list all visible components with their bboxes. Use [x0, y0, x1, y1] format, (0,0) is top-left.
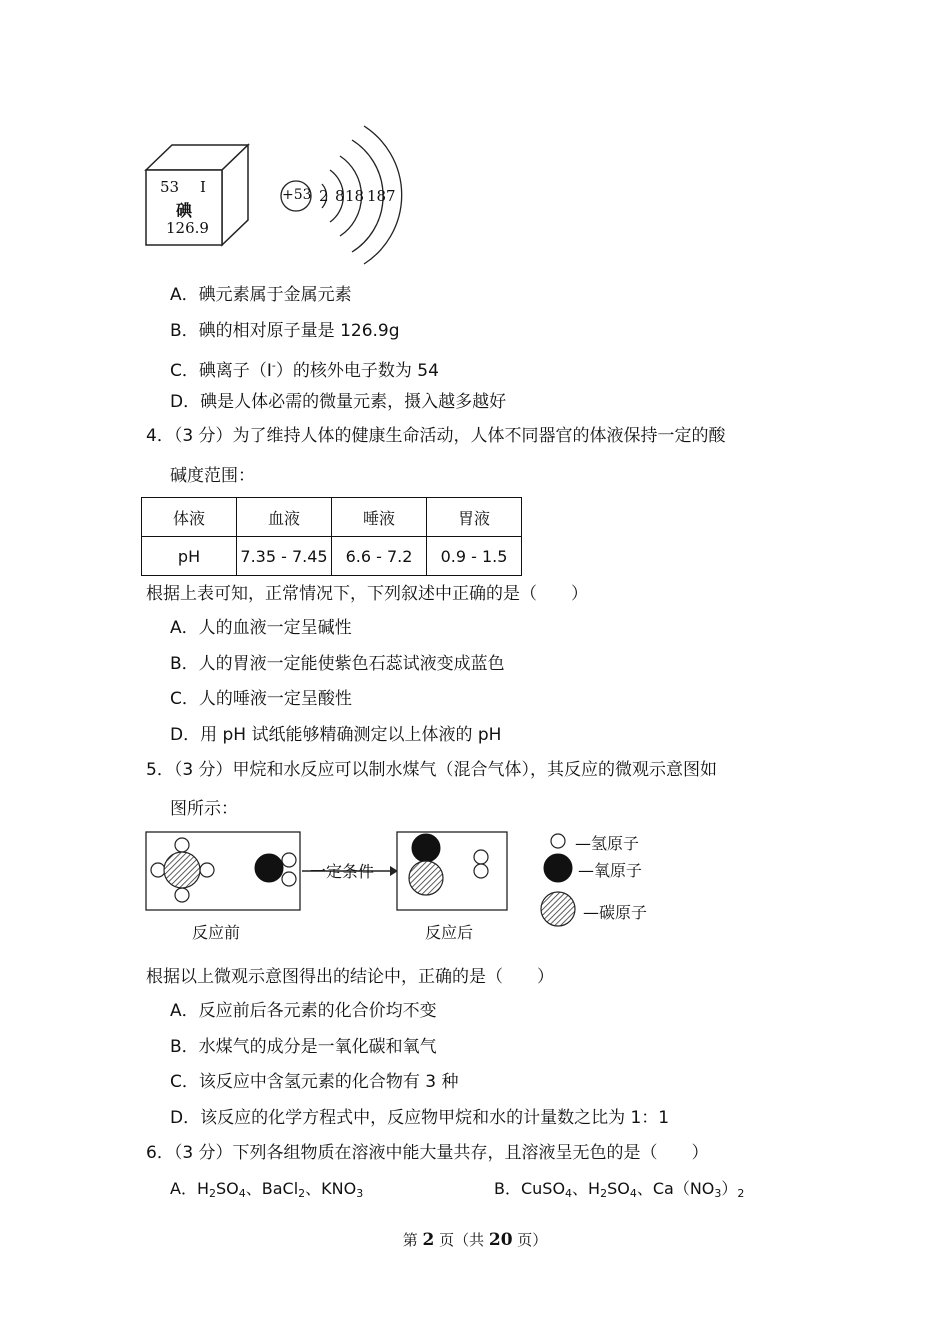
- q6-stem: 6．（3 分）下列各组物质在溶液中能大量共存，且溶液呈无色的是（ ）: [146, 1143, 709, 1163]
- q6-option-b: [494, 1178, 744, 1205]
- page-footer: [0, 1229, 950, 1250]
- table-cell: 胃液: [427, 498, 522, 537]
- q5-stem: 5．（3 分）甲烷和水反应可以制水煤气（混合气体），其反应的微观示意图如: [146, 760, 718, 780]
- q4-option-a: A．人的血液一定呈碱性: [170, 618, 352, 638]
- q4-option-b: B．人的胃液一定能使紫色石蕊试液变成蓝色: [170, 654, 505, 674]
- q3-option-d: D．碘是人体必需的微量元素，摄入越多越好: [170, 392, 507, 412]
- formula-subscript: 4: [629, 1187, 637, 1200]
- q4-option-d: D．用 pH 试纸能够精确测定以上体液的 pH: [170, 725, 502, 745]
- table-cell: 血液: [237, 498, 332, 537]
- arrow-label: 一定条件: [310, 862, 375, 881]
- shell-count: 18: [367, 187, 387, 205]
- legend-hydrogen: —氢原子: [575, 834, 640, 853]
- q3-option-c-pre: C．碘离子（I: [170, 361, 272, 381]
- formula-part: SO: [607, 1179, 630, 1198]
- formula-part: SO: [215, 1179, 239, 1198]
- legend-carbon: —碳原子: [583, 903, 648, 922]
- q6-option-a: [170, 1178, 363, 1205]
- table-row: [142, 537, 522, 576]
- q5-option-a: A．反应前后各元素的化合价均不变: [170, 1001, 437, 1021]
- formula-subscript: 2: [737, 1187, 745, 1200]
- formula-subscript: 3: [714, 1187, 722, 1200]
- formula-part: 、BaCl: [245, 1179, 299, 1198]
- table-cell: 6.6 - 7.2: [332, 537, 427, 576]
- q5-stem-continued: 图所示：: [170, 799, 238, 819]
- q5-option-d: D．该反应的化学方程式中，反应物甲烷和水的计量数之比为 1：1: [170, 1108, 670, 1128]
- footer-text: 页）: [512, 1231, 548, 1249]
- after-label: 反应后: [425, 923, 474, 942]
- atomic-mass: 126.9: [166, 219, 209, 237]
- table-cell: 0.9 - 1.5: [427, 537, 522, 576]
- current-page-number: 2: [422, 1230, 435, 1250]
- table-cell: pH: [142, 537, 237, 576]
- legend-oxygen: —氧原子: [578, 861, 643, 880]
- shell-count: 8: [335, 187, 345, 205]
- before-label: 反应前: [192, 923, 241, 942]
- q5-question: 根据以上微观示意图得出的结论中，正确的是（ ）: [146, 967, 554, 987]
- iodine-atom-structure: [278, 122, 403, 267]
- iodine-element-cell: [140, 140, 255, 250]
- table-cell: 体液: [142, 498, 237, 537]
- element-name: 碘: [176, 201, 193, 220]
- formula-subscript: 4: [238, 1187, 246, 1200]
- formula-subscript: 2: [298, 1187, 306, 1200]
- table-row: [142, 498, 522, 537]
- atomic-number: 53: [160, 178, 180, 196]
- footer-text: 第: [402, 1231, 423, 1249]
- ph-table: [141, 497, 522, 576]
- formula-part: ）: [721, 1179, 738, 1198]
- table-cell: 7.35 - 7.45: [237, 537, 332, 576]
- q3-option-c: [170, 355, 439, 382]
- formula-subscript: 2: [600, 1187, 608, 1200]
- q3-option-b: B．碘的相对原子量是 126.9g: [170, 321, 400, 341]
- formula-subscript: 3: [356, 1187, 364, 1200]
- q4-option-c: C．人的唾液一定呈酸性: [170, 689, 352, 709]
- q5-option-c: C．该反应中含氢元素的化合物有 3 种: [170, 1072, 459, 1092]
- q4-stem: 4．（3 分）为了维持人体的健康生命活动，人体不同器官的体液保持一定的酸: [146, 426, 726, 446]
- q5-option-b: B．水煤气的成分是一氧化碳和氧气: [170, 1037, 437, 1057]
- formula-subscript: 4: [565, 1187, 573, 1200]
- q3-option-a: A．碘元素属于金属元素: [170, 285, 352, 305]
- q3-option-c-post: ）的核外电子数为 54: [275, 361, 439, 381]
- reaction-diagram: [140, 825, 670, 945]
- element-symbol: I: [200, 178, 206, 196]
- formula-subscript: 2: [208, 1187, 216, 1200]
- formula-part: 、KNO: [305, 1179, 357, 1198]
- q3-option-c-sup: -: [271, 359, 276, 372]
- q4-stem-continued: 碱度范围：: [170, 466, 255, 486]
- footer-text: 页（共: [434, 1231, 489, 1249]
- table-cell: 唾液: [332, 498, 427, 537]
- formula-part: 、H: [572, 1179, 601, 1198]
- formula-part: A．H: [170, 1179, 209, 1198]
- nucleus-charge: +53: [282, 187, 312, 203]
- total-page-count: 20: [488, 1230, 513, 1250]
- formula-part: 、Ca（NO: [636, 1179, 715, 1198]
- shell-count: 7: [386, 187, 396, 205]
- shell-count: 18: [345, 187, 365, 205]
- shell-count: 2: [319, 187, 329, 205]
- q4-question: 根据上表可知，正常情况下，下列叙述中正确的是（ ）: [146, 584, 588, 604]
- formula-part: B．CuSO: [494, 1179, 566, 1198]
